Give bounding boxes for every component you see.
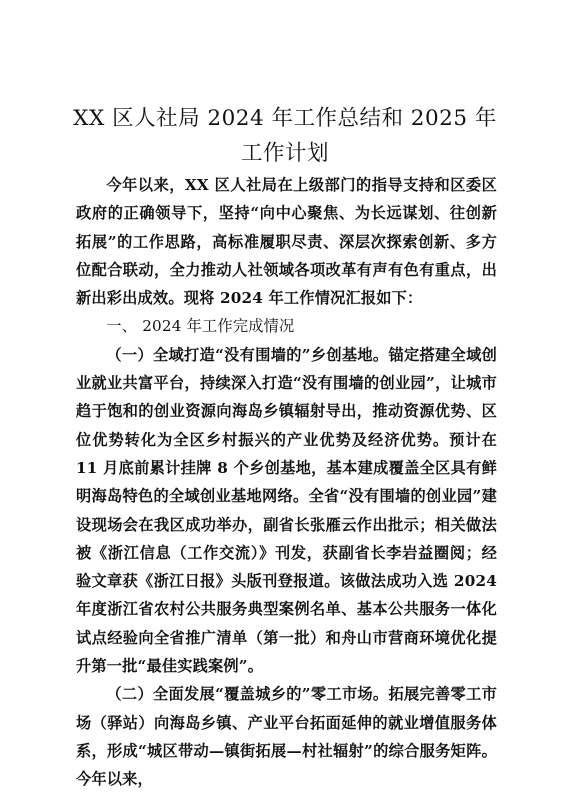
paragraph-section-1-1: （一）全域打造“没有围墙的”乡创基地。锚定搭建全域创业就业共富平台，持续深入打造“没有围墙的创业园”，让城市趋于饱和的创业资源向海岛乡镇辐射导出，推动资源优势、区位优势转化为全区乡村振兴的产业优势及经济优势。预计在 11 月底前累计挂牌 8 个乡创基地，基本建成覆盖全区具有鲜明海岛特色的全域创业基地网络。全省“没有围墙的创业园”建设现场会在我区成功举办，副省长张雁云作出批示；相关做法被《浙江信息（工作交流）》刊发，获副省长李岩益圈阅；经验文章获《浙江日报》头版刊登报道。该做法成功入选 2024 年度浙江省农村公共服务典型案例名单、基本公共服务一体化试点经验向全省推广清单（第一批）和舟山市营商环境优化提升第一批“最佳实践案例”。 xyxy=(76,345,497,676)
section-heading-1: 一、 2024 年工作完成情况 xyxy=(106,317,295,336)
document-body xyxy=(76,171,497,794)
paragraph-intro: 今年以来，XX 区人社局在上级部门的指导支持和区委区政府的正确领导下，坚持“向中心聚焦、为长远谋划、往创新拓展”的工作思路，高标准履职尽责、深层次探索创新、多方位配合联动，全力推动人社领域各项改革有声有色有重点，出新出彩出成效。现将 2024 年工作情况汇报如下： xyxy=(76,176,497,308)
paragraph-section-1-2: （二）全面发展“覆盖城乡的”零工市场。拓展完善零工市场（驿站）向海岛乡镇、产业平台拓面延伸的就业增值服务体系，形成“城区带动—镇街拓展—村社辐射”的综合服务矩阵。今年以来， xyxy=(76,685,497,789)
document-title: XX 区人社局 2024 年工作总结和 2025 年工作计划 xyxy=(73,106,497,166)
